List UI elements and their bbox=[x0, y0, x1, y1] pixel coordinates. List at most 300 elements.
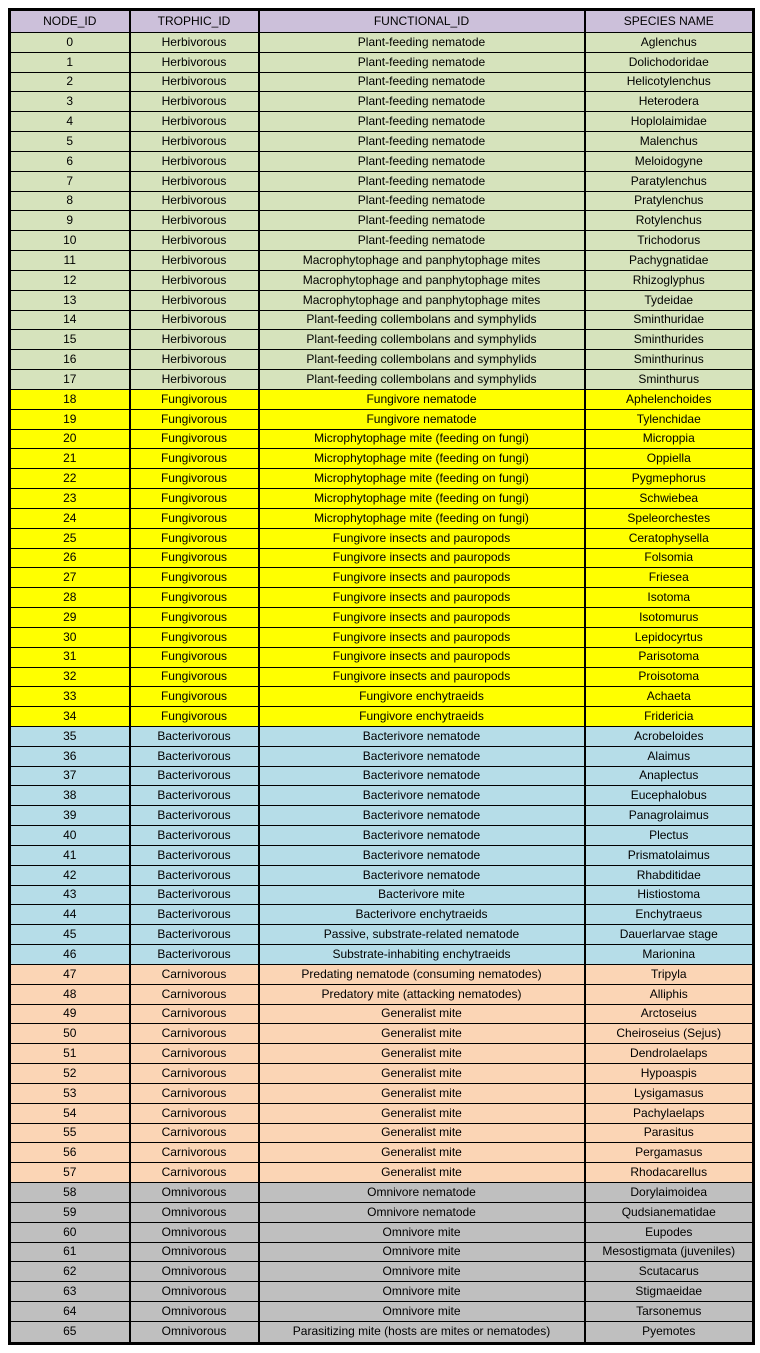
cell-trophic: Fungivorous bbox=[130, 588, 259, 608]
cell-species: Oppiella bbox=[585, 449, 754, 469]
cell-trophic: Omnivorous bbox=[130, 1242, 259, 1262]
cell-species: Folsomia bbox=[585, 548, 754, 568]
cell-functional: Substrate-inhabiting enchytraeids bbox=[259, 945, 585, 965]
cell-trophic: Herbivorous bbox=[130, 92, 259, 112]
cell-species: Histiostoma bbox=[585, 885, 754, 905]
cell-node-id: 38 bbox=[10, 786, 130, 806]
cell-functional: Omnivore mite bbox=[259, 1302, 585, 1322]
cell-node-id: 58 bbox=[10, 1183, 130, 1203]
cell-node-id: 64 bbox=[10, 1302, 130, 1322]
cell-trophic: Bacterivorous bbox=[130, 746, 259, 766]
cell-node-id: 44 bbox=[10, 905, 130, 925]
cell-species: Helicotylenchus bbox=[585, 72, 754, 92]
cell-species: Lepidocyrtus bbox=[585, 627, 754, 647]
header-row bbox=[10, 10, 754, 33]
table-row bbox=[10, 826, 754, 846]
cell-node-id: 21 bbox=[10, 449, 130, 469]
cell-trophic: Fungivorous bbox=[130, 548, 259, 568]
cell-trophic: Bacterivorous bbox=[130, 726, 259, 746]
cell-functional: Plant-feeding nematode bbox=[259, 72, 585, 92]
table-row bbox=[10, 627, 754, 647]
cell-trophic: Fungivorous bbox=[130, 469, 259, 489]
cell-trophic: Carnivorous bbox=[130, 1044, 259, 1064]
cell-node-id: 17 bbox=[10, 370, 130, 390]
table-row bbox=[10, 1242, 754, 1262]
cell-functional: Microphytophage mite (feeding on fungi) bbox=[259, 489, 585, 509]
cell-trophic: Fungivorous bbox=[130, 409, 259, 429]
cell-node-id: 2 bbox=[10, 72, 130, 92]
cell-species: Malenchus bbox=[585, 132, 754, 152]
table-row bbox=[10, 330, 754, 350]
cell-node-id: 54 bbox=[10, 1103, 130, 1123]
cell-trophic: Bacterivorous bbox=[130, 865, 259, 885]
cell-functional: Omnivore nematode bbox=[259, 1183, 585, 1203]
cell-species: Alaimus bbox=[585, 746, 754, 766]
cell-trophic: Bacterivorous bbox=[130, 905, 259, 925]
table-row bbox=[10, 33, 754, 53]
cell-functional: Microphytophage mite (feeding on fungi) bbox=[259, 469, 585, 489]
cell-trophic: Bacterivorous bbox=[130, 786, 259, 806]
cell-trophic: Herbivorous bbox=[130, 191, 259, 211]
cell-species: Dauerlarvae stage bbox=[585, 925, 754, 945]
cell-node-id: 23 bbox=[10, 489, 130, 509]
cell-node-id: 24 bbox=[10, 508, 130, 528]
table-row bbox=[10, 865, 754, 885]
cell-functional: Bacterivore nematode bbox=[259, 845, 585, 865]
table-row bbox=[10, 786, 754, 806]
cell-node-id: 16 bbox=[10, 350, 130, 370]
column-header-functional: FUNCTIONAL_ID bbox=[259, 10, 585, 33]
table-row bbox=[10, 350, 754, 370]
column-header-node-id: NODE_ID bbox=[10, 10, 130, 33]
table-row bbox=[10, 1143, 754, 1163]
cell-node-id: 8 bbox=[10, 191, 130, 211]
table-row bbox=[10, 191, 754, 211]
cell-species: Arctoseius bbox=[585, 1004, 754, 1024]
cell-node-id: 10 bbox=[10, 231, 130, 251]
cell-species: Friesea bbox=[585, 568, 754, 588]
cell-trophic: Carnivorous bbox=[130, 984, 259, 1004]
cell-node-id: 28 bbox=[10, 588, 130, 608]
cell-species: Aglenchus bbox=[585, 33, 754, 53]
cell-functional: Plant-feeding nematode bbox=[259, 132, 585, 152]
cell-trophic: Herbivorous bbox=[130, 231, 259, 251]
cell-node-id: 65 bbox=[10, 1321, 130, 1343]
cell-functional: Predatory mite (attacking nematodes) bbox=[259, 984, 585, 1004]
cell-functional: Generalist mite bbox=[259, 1083, 585, 1103]
table-row bbox=[10, 707, 754, 727]
cell-species: Alliphis bbox=[585, 984, 754, 1004]
table-row bbox=[10, 608, 754, 628]
cell-functional: Parasitizing mite (hosts are mites or nematodes) bbox=[259, 1321, 585, 1343]
species-table bbox=[8, 8, 755, 1345]
cell-trophic: Carnivorous bbox=[130, 1163, 259, 1183]
cell-node-id: 18 bbox=[10, 389, 130, 409]
cell-functional: Fungivore insects and pauropods bbox=[259, 647, 585, 667]
cell-functional: Bacterivore nematode bbox=[259, 786, 585, 806]
cell-node-id: 32 bbox=[10, 667, 130, 687]
table-body bbox=[10, 33, 754, 1344]
cell-node-id: 4 bbox=[10, 112, 130, 132]
cell-species: Trichodorus bbox=[585, 231, 754, 251]
table-row bbox=[10, 1123, 754, 1143]
cell-trophic: Herbivorous bbox=[130, 370, 259, 390]
cell-trophic: Omnivorous bbox=[130, 1202, 259, 1222]
cell-trophic: Herbivorous bbox=[130, 112, 259, 132]
cell-species: Sminthurus bbox=[585, 370, 754, 390]
cell-node-id: 53 bbox=[10, 1083, 130, 1103]
cell-species: Fridericia bbox=[585, 707, 754, 727]
cell-species: Pachylaelaps bbox=[585, 1103, 754, 1123]
cell-trophic: Bacterivorous bbox=[130, 766, 259, 786]
cell-functional: Omnivore mite bbox=[259, 1282, 585, 1302]
cell-trophic: Herbivorous bbox=[130, 211, 259, 231]
cell-node-id: 7 bbox=[10, 171, 130, 191]
cell-trophic: Herbivorous bbox=[130, 33, 259, 53]
cell-functional: Generalist mite bbox=[259, 1064, 585, 1084]
cell-species: Tylenchidae bbox=[585, 409, 754, 429]
cell-node-id: 41 bbox=[10, 845, 130, 865]
cell-functional: Generalist mite bbox=[259, 1024, 585, 1044]
cell-trophic: Carnivorous bbox=[130, 1004, 259, 1024]
cell-species: Rhabditidae bbox=[585, 865, 754, 885]
cell-node-id: 31 bbox=[10, 647, 130, 667]
cell-node-id: 55 bbox=[10, 1123, 130, 1143]
cell-node-id: 30 bbox=[10, 627, 130, 647]
cell-species: Panagrolaimus bbox=[585, 806, 754, 826]
table-row bbox=[10, 389, 754, 409]
table-row bbox=[10, 984, 754, 1004]
cell-node-id: 49 bbox=[10, 1004, 130, 1024]
cell-trophic: Omnivorous bbox=[130, 1302, 259, 1322]
table-row bbox=[10, 1083, 754, 1103]
cell-species: Hypoaspis bbox=[585, 1064, 754, 1084]
table-row bbox=[10, 1044, 754, 1064]
cell-functional: Bacterivore nematode bbox=[259, 726, 585, 746]
cell-species: Hoplolaimidae bbox=[585, 112, 754, 132]
cell-species: Aphelenchoides bbox=[585, 389, 754, 409]
cell-functional: Bacterivore nematode bbox=[259, 766, 585, 786]
cell-trophic: Herbivorous bbox=[130, 290, 259, 310]
cell-trophic: Carnivorous bbox=[130, 1064, 259, 1084]
cell-node-id: 14 bbox=[10, 310, 130, 330]
cell-node-id: 36 bbox=[10, 746, 130, 766]
cell-node-id: 9 bbox=[10, 211, 130, 231]
cell-trophic: Carnivorous bbox=[130, 1123, 259, 1143]
table-row bbox=[10, 171, 754, 191]
cell-node-id: 42 bbox=[10, 865, 130, 885]
cell-species: Achaeta bbox=[585, 687, 754, 707]
cell-trophic: Carnivorous bbox=[130, 1083, 259, 1103]
cell-functional: Generalist mite bbox=[259, 1004, 585, 1024]
cell-trophic: Fungivorous bbox=[130, 608, 259, 628]
cell-species: Prismatolaimus bbox=[585, 845, 754, 865]
cell-node-id: 13 bbox=[10, 290, 130, 310]
cell-trophic: Bacterivorous bbox=[130, 826, 259, 846]
table-row bbox=[10, 806, 754, 826]
table-row bbox=[10, 92, 754, 112]
cell-species: Isotomurus bbox=[585, 608, 754, 628]
table-row bbox=[10, 905, 754, 925]
table-row bbox=[10, 1024, 754, 1044]
table-row bbox=[10, 409, 754, 429]
cell-functional: Plant-feeding nematode bbox=[259, 33, 585, 53]
cell-functional: Plant-feeding nematode bbox=[259, 112, 585, 132]
cell-functional: Plant-feeding nematode bbox=[259, 191, 585, 211]
cell-trophic: Fungivorous bbox=[130, 528, 259, 548]
cell-species: Cheiroseius (Sejus) bbox=[585, 1024, 754, 1044]
cell-species: Pachygnatidae bbox=[585, 251, 754, 271]
table-row bbox=[10, 132, 754, 152]
cell-functional: Bacterivore nematode bbox=[259, 826, 585, 846]
cell-trophic: Omnivorous bbox=[130, 1321, 259, 1343]
cell-trophic: Fungivorous bbox=[130, 568, 259, 588]
cell-functional: Generalist mite bbox=[259, 1103, 585, 1123]
cell-node-id: 22 bbox=[10, 469, 130, 489]
table-row bbox=[10, 231, 754, 251]
cell-species: Paratylenchus bbox=[585, 171, 754, 191]
cell-functional: Passive, substrate-related nematode bbox=[259, 925, 585, 945]
cell-functional: Fungivore insects and pauropods bbox=[259, 528, 585, 548]
cell-functional: Fungivore insects and pauropods bbox=[259, 627, 585, 647]
cell-species: Ceratophysella bbox=[585, 528, 754, 548]
cell-species: Stigmaeidae bbox=[585, 1282, 754, 1302]
table-row bbox=[10, 1183, 754, 1203]
cell-functional: Generalist mite bbox=[259, 1044, 585, 1064]
cell-species: Dorylaimoidea bbox=[585, 1183, 754, 1203]
cell-trophic: Carnivorous bbox=[130, 1143, 259, 1163]
cell-node-id: 19 bbox=[10, 409, 130, 429]
cell-node-id: 0 bbox=[10, 33, 130, 53]
table-header bbox=[10, 10, 754, 33]
cell-trophic: Herbivorous bbox=[130, 350, 259, 370]
cell-species: Rotylenchus bbox=[585, 211, 754, 231]
column-header-species: SPECIES NAME bbox=[585, 10, 754, 33]
cell-species: Rhizoglyphus bbox=[585, 270, 754, 290]
table-row bbox=[10, 945, 754, 965]
cell-trophic: Omnivorous bbox=[130, 1262, 259, 1282]
cell-species: Enchytraeus bbox=[585, 905, 754, 925]
cell-node-id: 57 bbox=[10, 1163, 130, 1183]
cell-node-id: 56 bbox=[10, 1143, 130, 1163]
cell-node-id: 52 bbox=[10, 1064, 130, 1084]
cell-node-id: 5 bbox=[10, 132, 130, 152]
cell-functional: Omnivore nematode bbox=[259, 1202, 585, 1222]
cell-species: Proisotoma bbox=[585, 667, 754, 687]
cell-functional: Plant-feeding nematode bbox=[259, 211, 585, 231]
cell-node-id: 43 bbox=[10, 885, 130, 905]
cell-node-id: 11 bbox=[10, 251, 130, 271]
cell-trophic: Fungivorous bbox=[130, 687, 259, 707]
cell-functional: Bacterivore nematode bbox=[259, 865, 585, 885]
cell-functional: Macrophytophage and panphytophage mites bbox=[259, 290, 585, 310]
table-row bbox=[10, 429, 754, 449]
cell-trophic: Fungivorous bbox=[130, 707, 259, 727]
cell-trophic: Fungivorous bbox=[130, 647, 259, 667]
cell-functional: Plant-feeding collembolans and symphylids bbox=[259, 310, 585, 330]
table-row bbox=[10, 568, 754, 588]
cell-functional: Plant-feeding collembolans and symphylids bbox=[259, 330, 585, 350]
table-row bbox=[10, 1282, 754, 1302]
table-row bbox=[10, 449, 754, 469]
cell-node-id: 27 bbox=[10, 568, 130, 588]
cell-trophic: Bacterivorous bbox=[130, 806, 259, 826]
cell-node-id: 29 bbox=[10, 608, 130, 628]
cell-node-id: 6 bbox=[10, 151, 130, 171]
cell-species: Eucephalobus bbox=[585, 786, 754, 806]
table-row bbox=[10, 112, 754, 132]
cell-trophic: Herbivorous bbox=[130, 310, 259, 330]
table-row bbox=[10, 290, 754, 310]
cell-species: Heterodera bbox=[585, 92, 754, 112]
cell-species: Microppia bbox=[585, 429, 754, 449]
cell-functional: Fungivore insects and pauropods bbox=[259, 588, 585, 608]
table-row bbox=[10, 469, 754, 489]
cell-node-id: 45 bbox=[10, 925, 130, 945]
cell-node-id: 39 bbox=[10, 806, 130, 826]
cell-functional: Macrophytophage and panphytophage mites bbox=[259, 270, 585, 290]
cell-trophic: Fungivorous bbox=[130, 667, 259, 687]
cell-node-id: 60 bbox=[10, 1222, 130, 1242]
table-row bbox=[10, 151, 754, 171]
cell-node-id: 51 bbox=[10, 1044, 130, 1064]
cell-functional: Plant-feeding nematode bbox=[259, 231, 585, 251]
cell-trophic: Omnivorous bbox=[130, 1222, 259, 1242]
table-row bbox=[10, 370, 754, 390]
cell-species: Parasitus bbox=[585, 1123, 754, 1143]
table-row bbox=[10, 1222, 754, 1242]
cell-node-id: 40 bbox=[10, 826, 130, 846]
cell-functional: Plant-feeding collembolans and symphylids bbox=[259, 370, 585, 390]
cell-node-id: 20 bbox=[10, 429, 130, 449]
cell-node-id: 61 bbox=[10, 1242, 130, 1262]
table-row bbox=[10, 52, 754, 72]
cell-species: Lysigamasus bbox=[585, 1083, 754, 1103]
cell-species: Rhodacarellus bbox=[585, 1163, 754, 1183]
cell-species: Sminthuridae bbox=[585, 310, 754, 330]
cell-trophic: Fungivorous bbox=[130, 627, 259, 647]
cell-node-id: 35 bbox=[10, 726, 130, 746]
table-row bbox=[10, 964, 754, 984]
table-row bbox=[10, 1103, 754, 1123]
cell-functional: Fungivore insects and pauropods bbox=[259, 568, 585, 588]
table-row bbox=[10, 588, 754, 608]
table-row bbox=[10, 925, 754, 945]
table-row bbox=[10, 489, 754, 509]
cell-species: Pergamasus bbox=[585, 1143, 754, 1163]
cell-species: Sminthurides bbox=[585, 330, 754, 350]
table-row bbox=[10, 746, 754, 766]
table-row bbox=[10, 548, 754, 568]
table-row bbox=[10, 72, 754, 92]
cell-node-id: 15 bbox=[10, 330, 130, 350]
cell-functional: Fungivore nematode bbox=[259, 389, 585, 409]
cell-node-id: 34 bbox=[10, 707, 130, 727]
cell-functional: Plant-feeding nematode bbox=[259, 52, 585, 72]
cell-functional: Fungivore insects and pauropods bbox=[259, 548, 585, 568]
cell-trophic: Herbivorous bbox=[130, 151, 259, 171]
cell-trophic: Fungivorous bbox=[130, 508, 259, 528]
cell-species: Dolichodoridae bbox=[585, 52, 754, 72]
cell-functional: Omnivore mite bbox=[259, 1242, 585, 1262]
table-row bbox=[10, 1262, 754, 1282]
cell-species: Tydeidae bbox=[585, 290, 754, 310]
table-row bbox=[10, 310, 754, 330]
cell-functional: Fungivore nematode bbox=[259, 409, 585, 429]
cell-species: Marionina bbox=[585, 945, 754, 965]
cell-functional: Bacterivore mite bbox=[259, 885, 585, 905]
cell-functional: Microphytophage mite (feeding on fungi) bbox=[259, 508, 585, 528]
cell-trophic: Herbivorous bbox=[130, 132, 259, 152]
cell-species: Schwiebea bbox=[585, 489, 754, 509]
cell-species: Pygmephorus bbox=[585, 469, 754, 489]
cell-functional: Omnivore mite bbox=[259, 1222, 585, 1242]
cell-trophic: Carnivorous bbox=[130, 1024, 259, 1044]
cell-functional: Bacterivore nematode bbox=[259, 806, 585, 826]
cell-trophic: Herbivorous bbox=[130, 72, 259, 92]
cell-node-id: 37 bbox=[10, 766, 130, 786]
cell-species: Speleorchestes bbox=[585, 508, 754, 528]
table-row bbox=[10, 1004, 754, 1024]
cell-node-id: 62 bbox=[10, 1262, 130, 1282]
cell-functional: Microphytophage mite (feeding on fungi) bbox=[259, 429, 585, 449]
table-row bbox=[10, 766, 754, 786]
table-row bbox=[10, 211, 754, 231]
cell-species: Pratylenchus bbox=[585, 191, 754, 211]
cell-trophic: Bacterivorous bbox=[130, 945, 259, 965]
cell-node-id: 3 bbox=[10, 92, 130, 112]
cell-functional: Bacterivore enchytraeids bbox=[259, 905, 585, 925]
cell-node-id: 63 bbox=[10, 1282, 130, 1302]
cell-species: Scutacarus bbox=[585, 1262, 754, 1282]
cell-functional: Predating nematode (consuming nematodes) bbox=[259, 964, 585, 984]
cell-species: Pyemotes bbox=[585, 1321, 754, 1343]
table-row bbox=[10, 1202, 754, 1222]
table-row bbox=[10, 726, 754, 746]
cell-functional: Fungivore enchytraeids bbox=[259, 687, 585, 707]
cell-functional: Plant-feeding collembolans and symphylids bbox=[259, 350, 585, 370]
cell-node-id: 1 bbox=[10, 52, 130, 72]
cell-functional: Microphytophage mite (feeding on fungi) bbox=[259, 449, 585, 469]
table-row bbox=[10, 1321, 754, 1343]
cell-functional: Plant-feeding nematode bbox=[259, 151, 585, 171]
cell-species: Acrobeloides bbox=[585, 726, 754, 746]
cell-species: Qudsianematidae bbox=[585, 1202, 754, 1222]
cell-species: Isotoma bbox=[585, 588, 754, 608]
cell-functional: Fungivore insects and pauropods bbox=[259, 667, 585, 687]
cell-trophic: Herbivorous bbox=[130, 52, 259, 72]
cell-node-id: 48 bbox=[10, 984, 130, 1004]
cell-node-id: 25 bbox=[10, 528, 130, 548]
cell-species: Dendrolaelaps bbox=[585, 1044, 754, 1064]
cell-trophic: Bacterivorous bbox=[130, 885, 259, 905]
cell-node-id: 47 bbox=[10, 964, 130, 984]
cell-species: Eupodes bbox=[585, 1222, 754, 1242]
column-header-trophic: TROPHIC_ID bbox=[130, 10, 259, 33]
cell-functional: Omnivore mite bbox=[259, 1262, 585, 1282]
table-row bbox=[10, 667, 754, 687]
cell-species: Tarsonemus bbox=[585, 1302, 754, 1322]
table-row bbox=[10, 1163, 754, 1183]
cell-trophic: Carnivorous bbox=[130, 964, 259, 984]
cell-trophic: Herbivorous bbox=[130, 171, 259, 191]
table-row bbox=[10, 647, 754, 667]
table-row bbox=[10, 687, 754, 707]
cell-trophic: Herbivorous bbox=[130, 270, 259, 290]
cell-functional: Plant-feeding nematode bbox=[259, 92, 585, 112]
cell-functional: Generalist mite bbox=[259, 1143, 585, 1163]
cell-trophic: Herbivorous bbox=[130, 330, 259, 350]
